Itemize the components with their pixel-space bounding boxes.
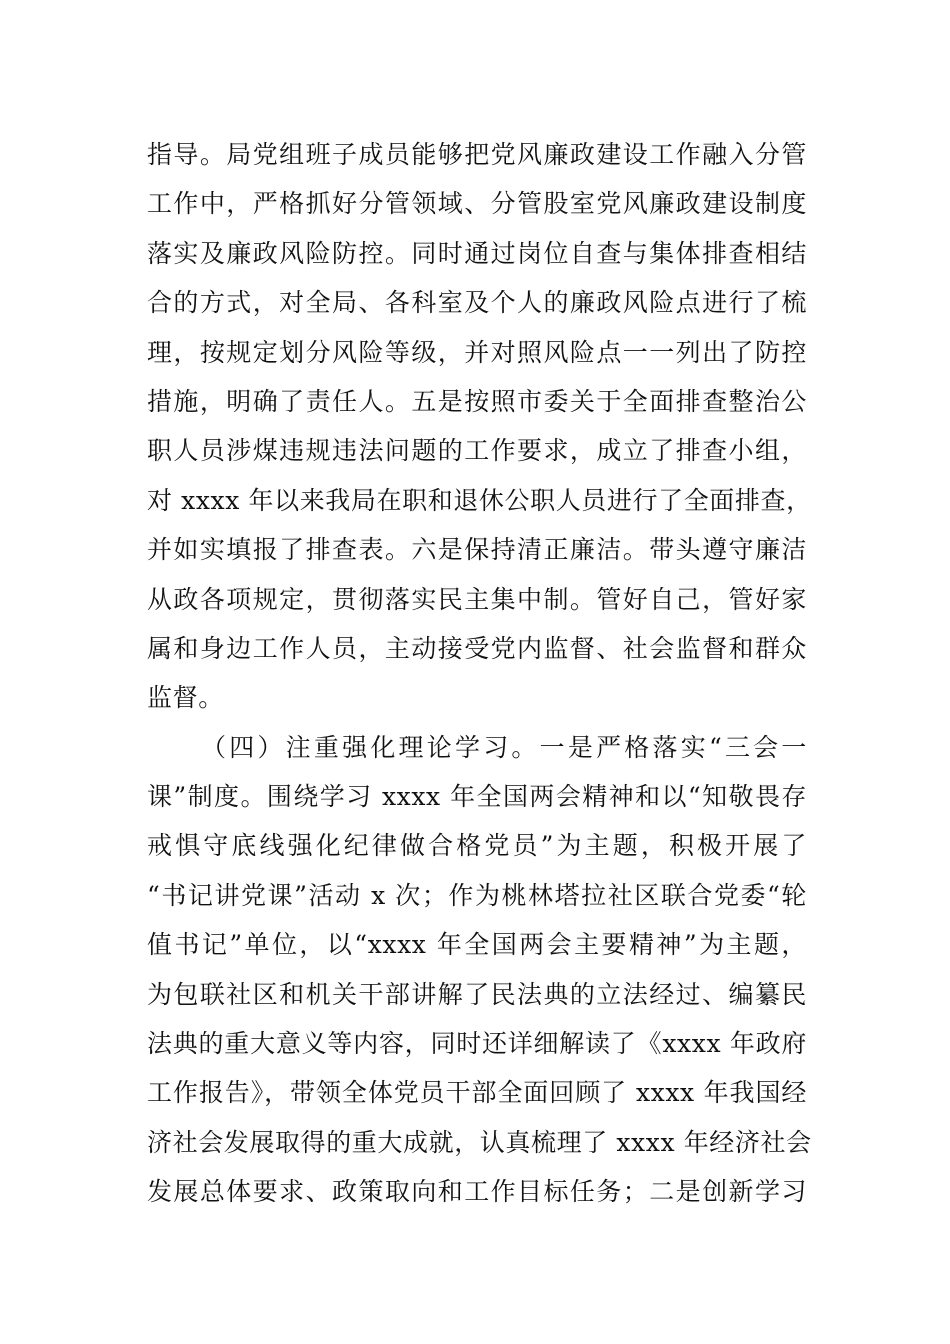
- text-line: 济社会发展取得的重大成就，认真梳理了 xxxx 年经济社会: [147, 1127, 812, 1157]
- text-line: 属和身边工作人员，主动接受党内监督、社会监督和群众: [147, 633, 807, 663]
- text-line: “书记讲党课”活动 x 次；作为桃林塔拉社区联合党委“轮: [147, 880, 807, 910]
- text-line: 监督。: [147, 683, 224, 713]
- section-heading-line: （四）注重强化理论学习。一是严格落实“三会一: [201, 732, 807, 762]
- text-line: 法典的重大意义等内容，同时还详细解读了《xxxx 年政府: [147, 1029, 807, 1059]
- body-text: [147, 130, 812, 1217]
- text-line: 指导。局党组班子成员能够把党风廉政建设工作融入分管: [147, 140, 807, 169]
- text-line: 职人员涉煤违规违法问题的工作要求，成立了排查小组，: [147, 436, 807, 466]
- text-line: 理，按规定划分风险等级，并对照风险点一一列出了防控: [147, 337, 807, 367]
- text-line: 合的方式，对全局、各科室及个人的廉政风险点进行了梳: [147, 288, 807, 318]
- text-line: 措施，明确了责任人。五是按照市委关于全面排查整治公: [147, 386, 807, 416]
- text-line: 发展总体要求、政策取向和工作目标任务；二是创新学习: [147, 1177, 807, 1207]
- text-line: 对 xxxx 年以来我局在职和退休公职人员进行了全面排查，: [147, 485, 812, 515]
- text-line: 为包联社区和机关干部讲解了民法典的立法经过、编纂民: [147, 979, 807, 1009]
- text-line: 课”制度。围绕学习 xxxx 年全国两会精神和以“知敬畏存: [147, 782, 807, 812]
- text-line: 从政各项规定，贯彻落实民主集中制。管好自己，管好家: [147, 584, 807, 614]
- text-line: 落实及廉政风险防控。同时通过岗位自查与集体排查相结: [147, 238, 807, 268]
- text-line: 戒惧守底线强化纪律做合格党员”为主题，积极开展了: [147, 831, 807, 861]
- text-line: 值书记”单位，以“xxxx 年全国两会主要精神”为主题，: [147, 930, 807, 960]
- text-line: 并如实填报了排查表。六是保持清正廉洁。带头遵守廉洁: [147, 535, 807, 565]
- text-line: 工作报告》，带领全体党员干部全面回顾了 xxxx 年我国经: [147, 1078, 807, 1108]
- text-line: 工作中，严格抓好分管领域、分管股室党风廉政建设制度: [147, 189, 807, 219]
